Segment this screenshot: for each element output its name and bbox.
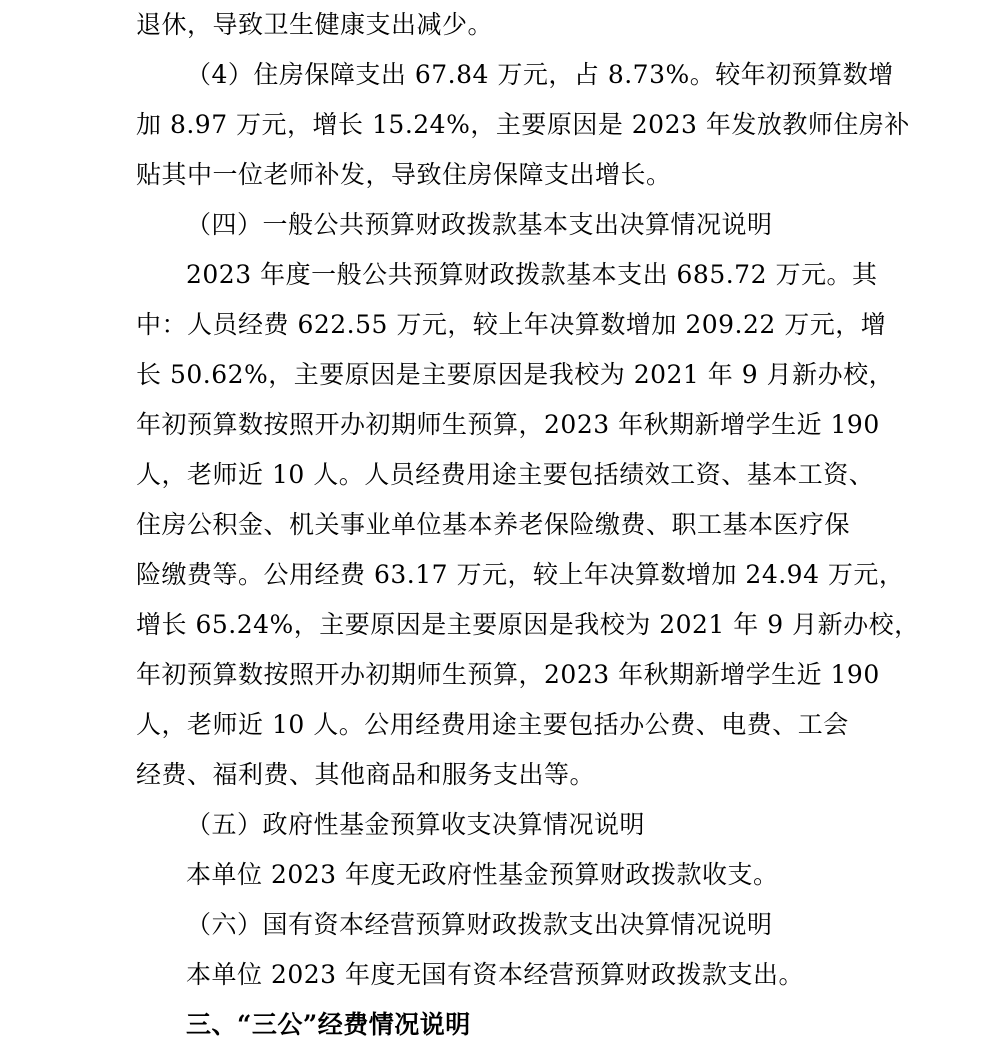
text-line: 贴其中一位老师补发，导致住房保障支出增长。 [136, 160, 672, 189]
text-line: 中：人员经费 622.55 万元，较上年决算数增加 209.22 万元，增 [136, 310, 887, 339]
section-heading: （四）一般公共预算财政拨款基本支出决算情况说明 [186, 210, 773, 239]
text-line: 住房公积金、机关事业单位基本养老保险缴费、职工基本医疗保 [136, 510, 851, 539]
text-line: 险缴费等。公用经费 63.17 万元，较上年决算数增加 24.94 万元， [136, 560, 905, 589]
text-line: 年初预算数按照开办初期师生预算，2023 年秋期新增学生近 190 [136, 410, 880, 439]
text-line: 人，老师近 10 人。人员经费用途主要包括绩效工资、基本工资、 [136, 460, 875, 489]
text-line: 本单位 2023 年度无政府性基金预算财政拨款收支。 [186, 860, 779, 889]
text-line: （4）住房保障支出 67.84 万元，占 8.73%。较年初预算数增 [186, 60, 894, 89]
text-line: 增长 65.24%，主要原因是主要原因是我校为 2021 年 9 月新办校， [136, 610, 920, 639]
text-line: 经费、福利费、其他商品和服务支出等。 [136, 760, 596, 789]
section-heading: （五）政府性基金预算收支决算情况说明 [186, 810, 646, 839]
text-line: 退休，导致卫生健康支出减少。 [136, 10, 494, 39]
section-heading: （六）国有资本经营预算财政拨款支出决算情况说明 [186, 910, 773, 939]
chapter-heading: 三、“三公”经费情况说明 [186, 1010, 471, 1039]
text-line: 2023 年度一般公共预算财政拨款基本支出 685.72 万元。其 [186, 260, 878, 289]
text-line: 年初预算数按照开办初期师生预算，2023 年秋期新增学生近 190 [136, 660, 880, 689]
text-line: 本单位 2023 年度无国有资本经营预算财政拨款支出。 [186, 960, 805, 989]
text-line: 加 8.97 万元，增长 15.24%，主要原因是 2023 年发放教师住房补 [136, 110, 910, 139]
text-line: 人，老师近 10 人。公用经费用途主要包括办公费、电费、工会 [136, 710, 849, 739]
text-line: 长 50.62%，主要原因是主要原因是我校为 2021 年 9 月新办校， [136, 360, 895, 389]
